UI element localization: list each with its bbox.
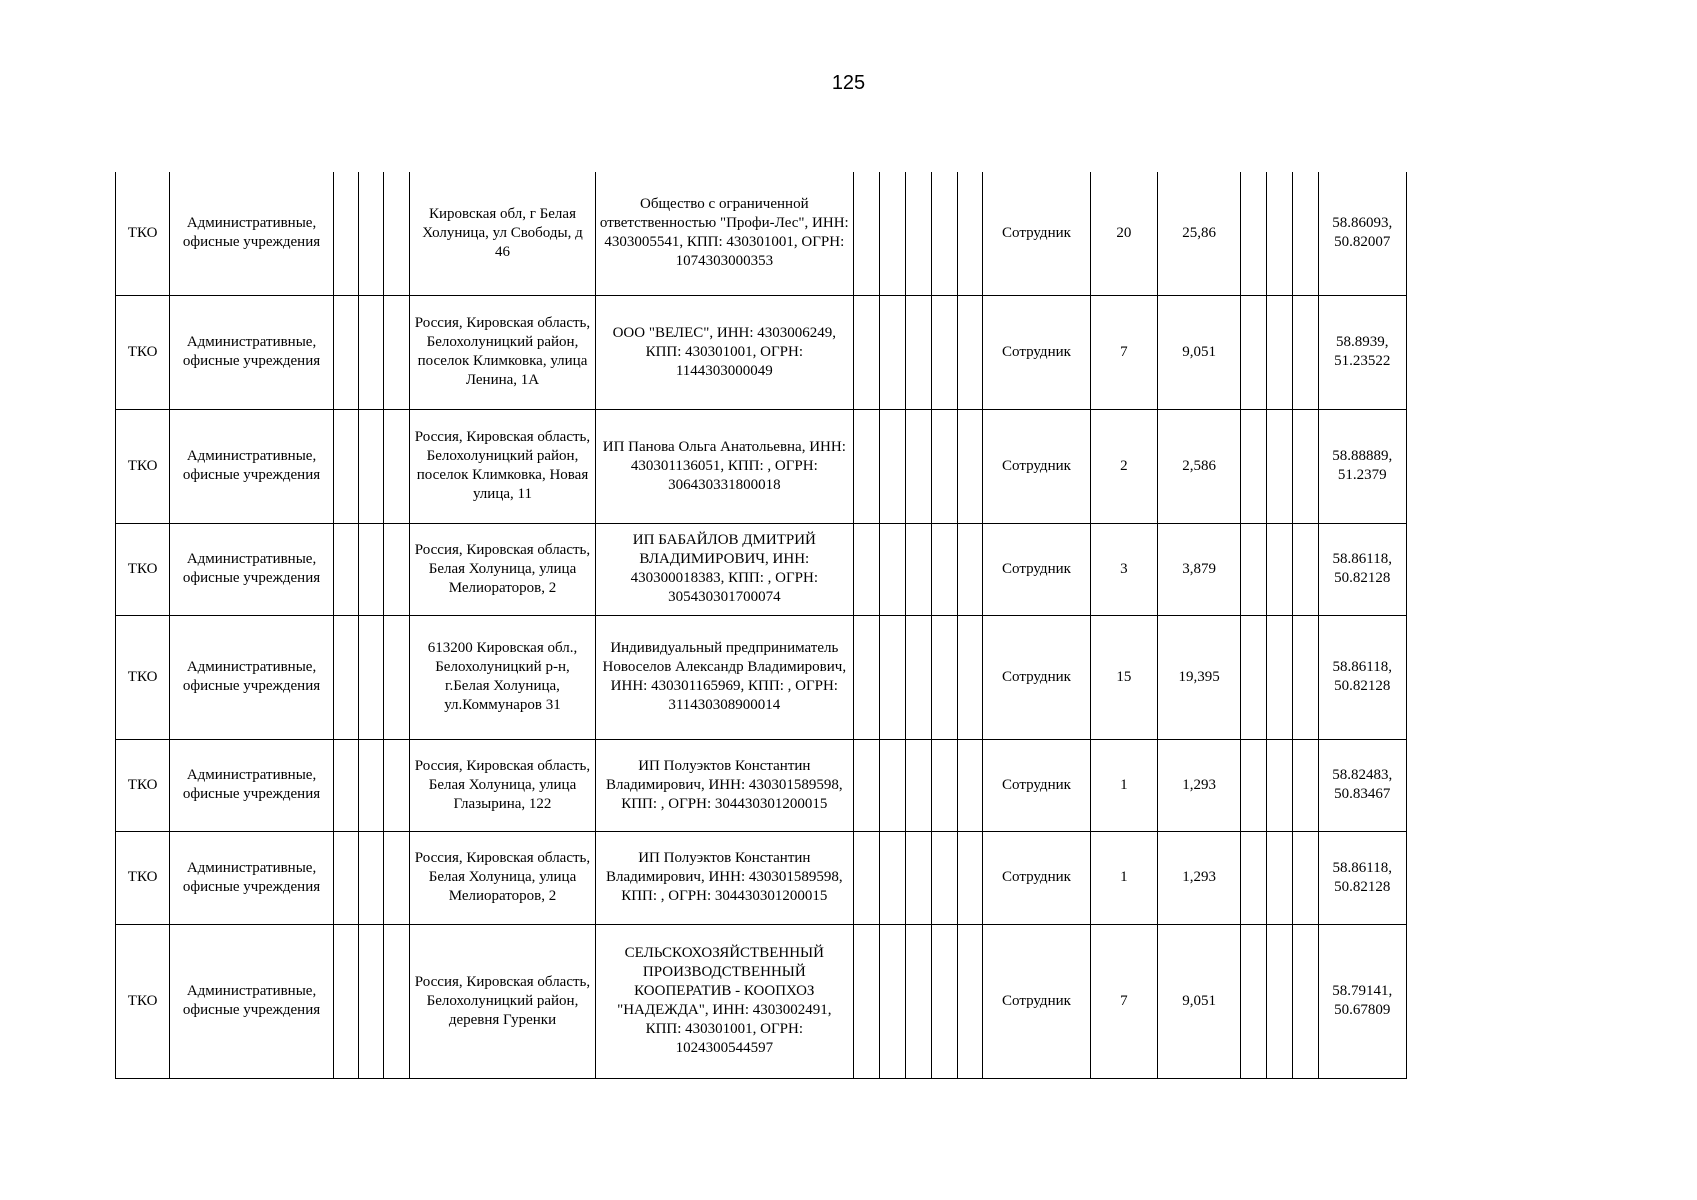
cell-empty <box>384 523 410 615</box>
cell-empty <box>906 831 932 924</box>
cell-empty <box>1293 924 1318 1078</box>
cell-empty <box>1293 523 1318 615</box>
cell-empty <box>333 523 358 615</box>
cell-count: 3 <box>1090 523 1157 615</box>
cell-empty <box>932 295 958 409</box>
cell-organization: ООО "ВЕЛЕС", ИНН: 4303006249, КПП: 430301001, ОГРН: 1144303000049 <box>595 295 853 409</box>
cell-type: ТКО <box>116 924 170 1078</box>
cell-empty <box>879 739 905 831</box>
cell-empty <box>958 924 983 1078</box>
cell-type: ТКО <box>116 523 170 615</box>
cell-empty <box>853 924 879 1078</box>
cell-empty <box>333 831 358 924</box>
cell-organization: СЕЛЬСКОХОЗЯЙСТВЕННЫЙ ПРОИЗВОДСТВЕННЫЙ КООПЕРАТИВ - КООПХОЗ "НАДЕЖДА", ИНН: 4303002491, КПП: 430301001, ОГРН: 1024300544597 <box>595 924 853 1078</box>
cell-empty <box>1241 172 1267 295</box>
table-row <box>116 924 1407 1078</box>
cell-empty <box>1241 523 1267 615</box>
cell-volume: 9,051 <box>1157 924 1240 1078</box>
waste-sources-table <box>115 172 1407 1079</box>
cell-category: Административные, офисные учреждения <box>170 523 334 615</box>
cell-empty <box>1267 295 1293 409</box>
cell-volume: 1,293 <box>1157 831 1240 924</box>
cell-address: Россия, Кировская область, Белохолуницкий район, деревня Гуренки <box>410 924 596 1078</box>
cell-empty <box>958 409 983 523</box>
cell-empty <box>358 409 383 523</box>
cell-empty <box>906 523 932 615</box>
cell-empty <box>906 924 932 1078</box>
cell-empty <box>358 172 383 295</box>
cell-empty <box>879 172 905 295</box>
cell-address: Россия, Кировская область, Белая Холуница, улица Глазырина, 122 <box>410 739 596 831</box>
cell-type: ТКО <box>116 172 170 295</box>
cell-empty <box>384 615 410 739</box>
cell-address: Россия, Кировская область, Белохолуницкий район, поселок Климковка, улица Ленина, 1А <box>410 295 596 409</box>
cell-empty <box>1267 615 1293 739</box>
cell-empty <box>1241 409 1267 523</box>
cell-empty <box>853 523 879 615</box>
cell-empty <box>1241 831 1267 924</box>
cell-volume: 19,395 <box>1157 615 1240 739</box>
cell-empty <box>384 172 410 295</box>
cell-count: 2 <box>1090 409 1157 523</box>
cell-volume: 1,293 <box>1157 739 1240 831</box>
cell-empty <box>1293 172 1318 295</box>
cell-unit: Сотрудник <box>983 739 1090 831</box>
cell-coords: 58.79141, 50.67809 <box>1318 924 1406 1078</box>
cell-empty <box>384 831 410 924</box>
cell-empty <box>906 172 932 295</box>
cell-empty <box>333 924 358 1078</box>
cell-type: ТКО <box>116 615 170 739</box>
cell-empty <box>932 924 958 1078</box>
cell-organization: Общество с ограниченной ответственностью "Профи-Лес", ИНН: 4303005541, КПП: 430301001, ОГРН: 1074303000353 <box>595 172 853 295</box>
cell-empty <box>958 523 983 615</box>
table-row <box>116 523 1407 615</box>
cell-empty <box>958 295 983 409</box>
table-row <box>116 739 1407 831</box>
cell-empty <box>1267 831 1293 924</box>
cell-category: Административные, офисные учреждения <box>170 739 334 831</box>
cell-empty <box>333 172 358 295</box>
cell-unit: Сотрудник <box>983 172 1090 295</box>
cell-category: Административные, офисные учреждения <box>170 172 334 295</box>
cell-empty <box>358 739 383 831</box>
cell-empty <box>333 295 358 409</box>
cell-empty <box>906 615 932 739</box>
cell-coords: 58.86118, 50.82128 <box>1318 831 1406 924</box>
cell-empty <box>1293 831 1318 924</box>
cell-empty <box>906 409 932 523</box>
cell-empty <box>853 615 879 739</box>
cell-empty <box>1241 739 1267 831</box>
cell-address: Россия, Кировская область, Белая Холуница, улица Мелиораторов, 2 <box>410 831 596 924</box>
cell-count: 7 <box>1090 295 1157 409</box>
cell-organization: ИП Панова Ольга Анатольевна, ИНН: 430301136051, КПП: , ОГРН: 306430331800018 <box>595 409 853 523</box>
cell-coords: 58.86118, 50.82128 <box>1318 615 1406 739</box>
cell-volume: 25,86 <box>1157 172 1240 295</box>
cell-coords: 58.82483, 50.83467 <box>1318 739 1406 831</box>
cell-empty <box>384 924 410 1078</box>
cell-empty <box>879 924 905 1078</box>
cell-empty <box>932 739 958 831</box>
cell-category: Административные, офисные учреждения <box>170 295 334 409</box>
cell-organization: ИП БАБАЙЛОВ ДМИТРИЙ ВЛАДИМИРОВИЧ, ИНН: 430300018383, КПП: , ОГРН: 305430301700074 <box>595 523 853 615</box>
cell-volume: 3,879 <box>1157 523 1240 615</box>
cell-address: Россия, Кировская область, Белохолуницкий район, поселок Климковка, Новая улица, 11 <box>410 409 596 523</box>
cell-empty <box>932 409 958 523</box>
cell-empty <box>906 739 932 831</box>
cell-empty <box>1267 409 1293 523</box>
cell-coords: 58.88889, 51.2379 <box>1318 409 1406 523</box>
cell-empty <box>958 615 983 739</box>
cell-empty <box>853 739 879 831</box>
cell-empty <box>879 523 905 615</box>
cell-type: ТКО <box>116 739 170 831</box>
table-row <box>116 172 1407 295</box>
cell-empty <box>358 295 383 409</box>
cell-count: 7 <box>1090 924 1157 1078</box>
table-row <box>116 295 1407 409</box>
cell-empty <box>1241 615 1267 739</box>
cell-empty <box>384 295 410 409</box>
cell-unit: Сотрудник <box>983 295 1090 409</box>
cell-empty <box>853 295 879 409</box>
cell-category: Административные, офисные учреждения <box>170 615 334 739</box>
cell-empty <box>879 615 905 739</box>
cell-empty <box>358 831 383 924</box>
cell-organization: ИП Полуэктов Константин Владимирович, ИНН: 430301589598, КПП: , ОГРН: 304430301200015 <box>595 831 853 924</box>
cell-coords: 58.86093, 50.82007 <box>1318 172 1406 295</box>
cell-unit: Сотрудник <box>983 523 1090 615</box>
cell-count: 15 <box>1090 615 1157 739</box>
table-row <box>116 409 1407 523</box>
cell-address: Россия, Кировская область, Белая Холуница, улица Мелиораторов, 2 <box>410 523 596 615</box>
cell-type: ТКО <box>116 409 170 523</box>
cell-empty <box>1267 523 1293 615</box>
table-row <box>116 615 1407 739</box>
cell-address: Кировская обл, г Белая Холуница, ул Свободы, д 46 <box>410 172 596 295</box>
cell-category: Административные, офисные учреждения <box>170 831 334 924</box>
cell-empty <box>333 739 358 831</box>
cell-empty <box>879 831 905 924</box>
cell-volume: 2,586 <box>1157 409 1240 523</box>
cell-empty <box>1267 172 1293 295</box>
cell-empty <box>906 295 932 409</box>
cell-organization: ИП Полуэктов Константин Владимирович, ИНН: 430301589598, КПП: , ОГРН: 304430301200015 <box>595 739 853 831</box>
cell-empty <box>333 615 358 739</box>
cell-empty <box>333 409 358 523</box>
cell-empty <box>958 739 983 831</box>
cell-category: Административные, офисные учреждения <box>170 409 334 523</box>
cell-unit: Сотрудник <box>983 831 1090 924</box>
cell-empty <box>1293 295 1318 409</box>
cell-volume: 9,051 <box>1157 295 1240 409</box>
cell-coords: 58.86118, 50.82128 <box>1318 523 1406 615</box>
cell-empty <box>932 523 958 615</box>
cell-empty <box>932 831 958 924</box>
cell-empty <box>932 615 958 739</box>
cell-count: 1 <box>1090 831 1157 924</box>
cell-empty <box>1267 924 1293 1078</box>
cell-type: ТКО <box>116 831 170 924</box>
cell-unit: Сотрудник <box>983 924 1090 1078</box>
cell-empty <box>1293 615 1318 739</box>
cell-empty <box>958 831 983 924</box>
cell-address: 613200 Кировская обл., Белохолуницкий р-н, г.Белая Холуница, ул.Коммунаров 31 <box>410 615 596 739</box>
cell-empty <box>1267 739 1293 831</box>
cell-empty <box>1241 295 1267 409</box>
cell-empty <box>358 615 383 739</box>
cell-empty <box>358 924 383 1078</box>
cell-empty <box>879 409 905 523</box>
cell-count: 20 <box>1090 172 1157 295</box>
cell-empty <box>384 739 410 831</box>
cell-empty <box>932 172 958 295</box>
cell-category: Административные, офисные учреждения <box>170 924 334 1078</box>
cell-coords: 58.8939, 51.23522 <box>1318 295 1406 409</box>
cell-organization: Индивидуальный предприниматель Новоселов Александр Владимирович, ИНН: 430301165969, КПП: , ОГРН: 311430308900014 <box>595 615 853 739</box>
cell-empty <box>358 523 383 615</box>
cell-count: 1 <box>1090 739 1157 831</box>
cell-empty <box>958 172 983 295</box>
cell-unit: Сотрудник <box>983 409 1090 523</box>
page-number: 125 <box>831 72 866 94</box>
cell-type: ТКО <box>116 295 170 409</box>
cell-empty <box>1293 739 1318 831</box>
cell-empty <box>853 172 879 295</box>
cell-empty <box>879 295 905 409</box>
cell-unit: Сотрудник <box>983 615 1090 739</box>
cell-empty <box>1293 409 1318 523</box>
cell-empty <box>853 831 879 924</box>
cell-empty <box>1241 924 1267 1078</box>
table-row <box>116 831 1407 924</box>
cell-empty <box>853 409 879 523</box>
cell-empty <box>384 409 410 523</box>
